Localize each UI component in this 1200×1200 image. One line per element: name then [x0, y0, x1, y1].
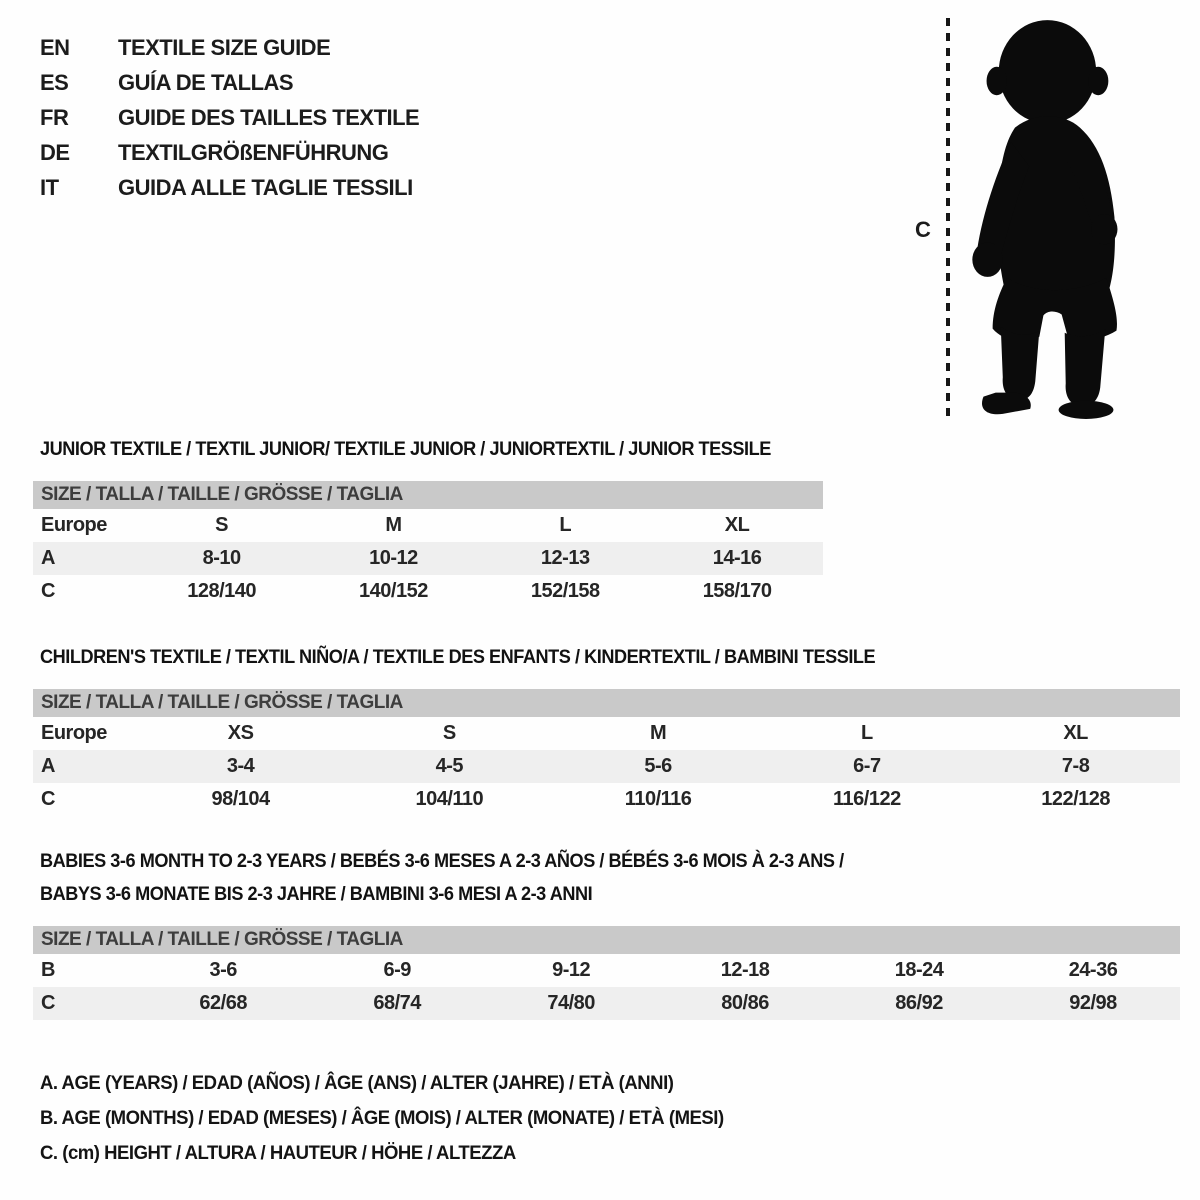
table-row — [33, 509, 823, 542]
guide-title: TEXTILE SIZE GUIDE — [118, 34, 331, 60]
table-cell: 18-24 — [894, 959, 944, 981]
table-cell: XL — [724, 514, 750, 536]
measure-label-c: C — [915, 217, 931, 242]
table-cell: 4-5 — [435, 755, 464, 777]
table-cell: 104/110 — [415, 788, 484, 810]
legend-line-a: A. AGE (YEARS) / EDAD (AÑOS) / ÂGE (ANS) / ALTER (JAHRE) / ETÀ (ANNI) — [40, 1072, 674, 1094]
legend-line-b: B. AGE (MONTHS) / EDAD (MESES) / ÂGE (MOIS) / ALTER (MONATE) / ETÀ (MESI) — [40, 1107, 724, 1129]
size-header-bar: SIZE / TALLA / TAILLE / GRÖSSE / TAGLIA — [33, 689, 1180, 717]
table-cell: 7-8 — [1061, 755, 1090, 777]
table-row — [33, 987, 1180, 1020]
table-cell: L — [559, 514, 572, 536]
table-row — [33, 783, 1180, 816]
row-label: A — [41, 547, 55, 569]
language-code: EN — [40, 34, 70, 60]
children-size-table — [33, 689, 1180, 816]
table-rows — [33, 954, 1180, 1020]
list-item — [40, 65, 419, 100]
table-cell: 68/74 — [373, 992, 421, 1014]
guide-title: GUÍA DE TALLAS — [118, 69, 294, 95]
language-code: DE — [40, 139, 70, 165]
table-row — [33, 717, 1180, 750]
row-label: A — [41, 755, 55, 777]
section-heading-children: CHILDREN'S TEXTILE / TEXTIL NIÑO/A / TEXTILE DES ENFANTS / KINDERTEXTIL / BAMBINI TESSILE — [40, 646, 876, 668]
height-measure-dashed-line — [946, 18, 950, 416]
table-cell: 140/152 — [359, 580, 428, 602]
table-cell: XL — [1063, 722, 1088, 744]
table-cell: 3-4 — [226, 755, 255, 777]
table-cell: 110/116 — [624, 788, 692, 810]
table-cell: 116/122 — [833, 788, 901, 810]
toddler-silhouette-icon — [962, 14, 1140, 420]
table-cell: 5-6 — [644, 755, 672, 777]
junior-size-table — [33, 481, 823, 608]
table-cell: 9-12 — [552, 959, 591, 981]
section-heading-babies-line2: BABYS 3-6 MONATE BIS 2-3 JAHRE / BAMBINI 3-6 MESI A 2-3 ANNI — [40, 883, 593, 905]
table-cell: 8-10 — [202, 547, 241, 569]
table-row — [33, 954, 1180, 987]
language-code: ES — [40, 69, 69, 95]
table-cell: 86/92 — [895, 992, 943, 1014]
table-cell: 24-36 — [1068, 959, 1118, 981]
table-cell: M — [385, 514, 402, 536]
table-cell: 122/128 — [1041, 788, 1111, 810]
language-title-list — [40, 30, 419, 205]
table-row — [33, 750, 1180, 783]
measurement-legend — [40, 1066, 760, 1171]
language-code: IT — [40, 174, 59, 200]
table-cell: 92/98 — [1069, 992, 1117, 1014]
table-cell: L — [861, 722, 873, 744]
row-label: B — [41, 959, 55, 981]
list-item — [40, 135, 419, 170]
row-label: Europe — [41, 514, 107, 536]
table-row — [33, 575, 823, 608]
table-cell: XS — [227, 722, 254, 744]
row-label: C — [41, 580, 55, 602]
table-cell: 12-13 — [540, 547, 590, 569]
table-cell: 152/158 — [530, 580, 600, 602]
list-item — [40, 170, 419, 205]
table-cell: 80/86 — [721, 992, 769, 1014]
table-cell: S — [442, 722, 456, 744]
table-rows — [33, 509, 823, 608]
guide-title: GUIDA ALLE TAGLIE TESSILI — [118, 174, 413, 200]
table-cell: S — [215, 514, 229, 536]
language-code: FR — [40, 104, 69, 130]
row-label: C — [41, 788, 55, 810]
section-heading-babies-line1: BABIES 3-6 MONTH TO 2-3 YEARS / BEBÉS 3-6 MESES A 2-3 AÑOS / BÉBÉS 3-6 MOIS À 2-3 ANS / — [40, 850, 844, 872]
table-cell: 62/68 — [199, 992, 247, 1014]
list-item — [40, 30, 419, 65]
legend-line-c: C. (cm) HEIGHT / ALTURA / HAUTEUR / HÖHE / ALTEZZA — [40, 1142, 516, 1164]
list-item — [40, 100, 419, 135]
size-header-bar: SIZE / TALLA / TAILLE / GRÖSSE / TAGLIA — [33, 926, 1180, 954]
table-cell: 98/104 — [211, 788, 270, 810]
babies-size-table — [33, 926, 1180, 1020]
section-heading-junior: JUNIOR TEXTILE / TEXTIL JUNIOR/ TEXTILE JUNIOR / JUNIORTEXTIL / JUNIOR TESSILE — [40, 438, 771, 460]
table-cell: 6-9 — [383, 959, 411, 981]
row-label: C — [41, 992, 55, 1014]
row-label: Europe — [41, 722, 107, 744]
table-row — [33, 542, 823, 575]
table-rows — [33, 717, 1180, 816]
table-cell: 14-16 — [712, 547, 762, 569]
table-cell: 158/170 — [702, 580, 772, 602]
table-cell: 3-6 — [209, 959, 237, 981]
table-cell: 10-12 — [369, 547, 418, 569]
size-header-bar: SIZE / TALLA / TAILLE / GRÖSSE / TAGLIA — [33, 481, 823, 509]
table-cell: 74/80 — [547, 992, 595, 1014]
table-cell: 6-7 — [853, 755, 881, 777]
table-cell: 12-18 — [720, 959, 770, 981]
table-cell: 128/140 — [187, 580, 256, 602]
guide-title: TEXTILGRÖßENFÜHRUNG — [118, 139, 389, 165]
guide-title: GUIDE DES TAILLES TEXTILE — [118, 104, 420, 130]
table-cell: M — [650, 722, 667, 744]
